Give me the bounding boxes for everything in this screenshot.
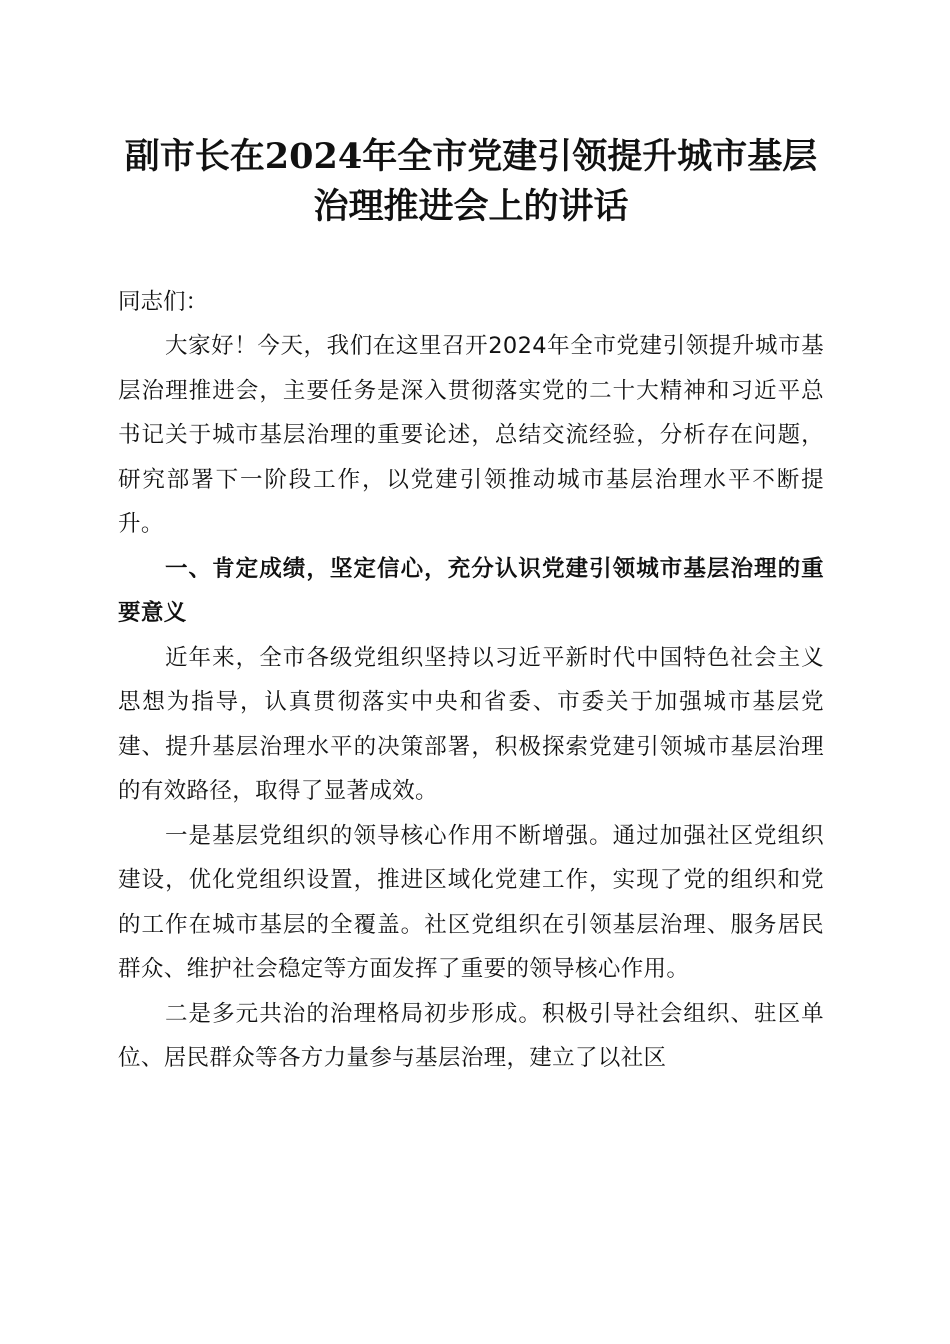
- salutation: 同志们：: [118, 289, 209, 315]
- document-body: [118, 324, 824, 1081]
- title-line-2: 治理推进会上的讲话: [313, 186, 629, 227]
- document-title: [118, 132, 824, 232]
- paragraph-opening: 大家好！今天，我们在这里召开2024年全市党建引领提升城市基层治理推进会，主要任务是深入贯彻落实党的二十大精神和习近平总书记关于城市基层治理的重要论述，总结交流经验，分析存在问题，研究部署下一阶段工作，以党建引领推动城市基层治理水平不断提升。: [118, 333, 824, 537]
- section-heading-1: 一、肯定成绩，坚定信心，充分认识党建引领城市基层治理的重要意义: [118, 555, 824, 626]
- point-1-text: 通过加强社区党组织建设，优化党组织设置，推进区域化党建工作，实现了党的组织和党的工作在城市基层的全覆盖。社区党组织在引领基层治理、服务居民群众、维护社会稳定等方面发挥了重要的领导核心作用。: [118, 822, 824, 982]
- paragraph-point-1: [118, 814, 824, 992]
- point-1-lead: 一是基层党组织的领导核心作用不断增强。: [165, 822, 613, 849]
- paragraph-point-2: [118, 992, 824, 1081]
- point-2-text: 积极引导社会组织、驻区单位、居民群众等各方力量参与基层治理，建立了以社区: [118, 1000, 825, 1071]
- title-line-1: 副市长在2024年全市党建引领提升城市基层: [124, 136, 818, 177]
- document-page: [118, 132, 825, 1071]
- point-2-lead: 二是多元共治的治理格局初步形成。: [165, 1000, 542, 1027]
- paragraph-achievements: 近年来，全市各级党组织坚持以习近平新时代中国特色社会主义思想为指导，认真贯彻落实中央和省委、市委关于加强城市基层党建、提升基层治理水平的决策部署，积极探索党建引领城市基层治理的有效路径，取得了显著成效。: [118, 644, 824, 804]
